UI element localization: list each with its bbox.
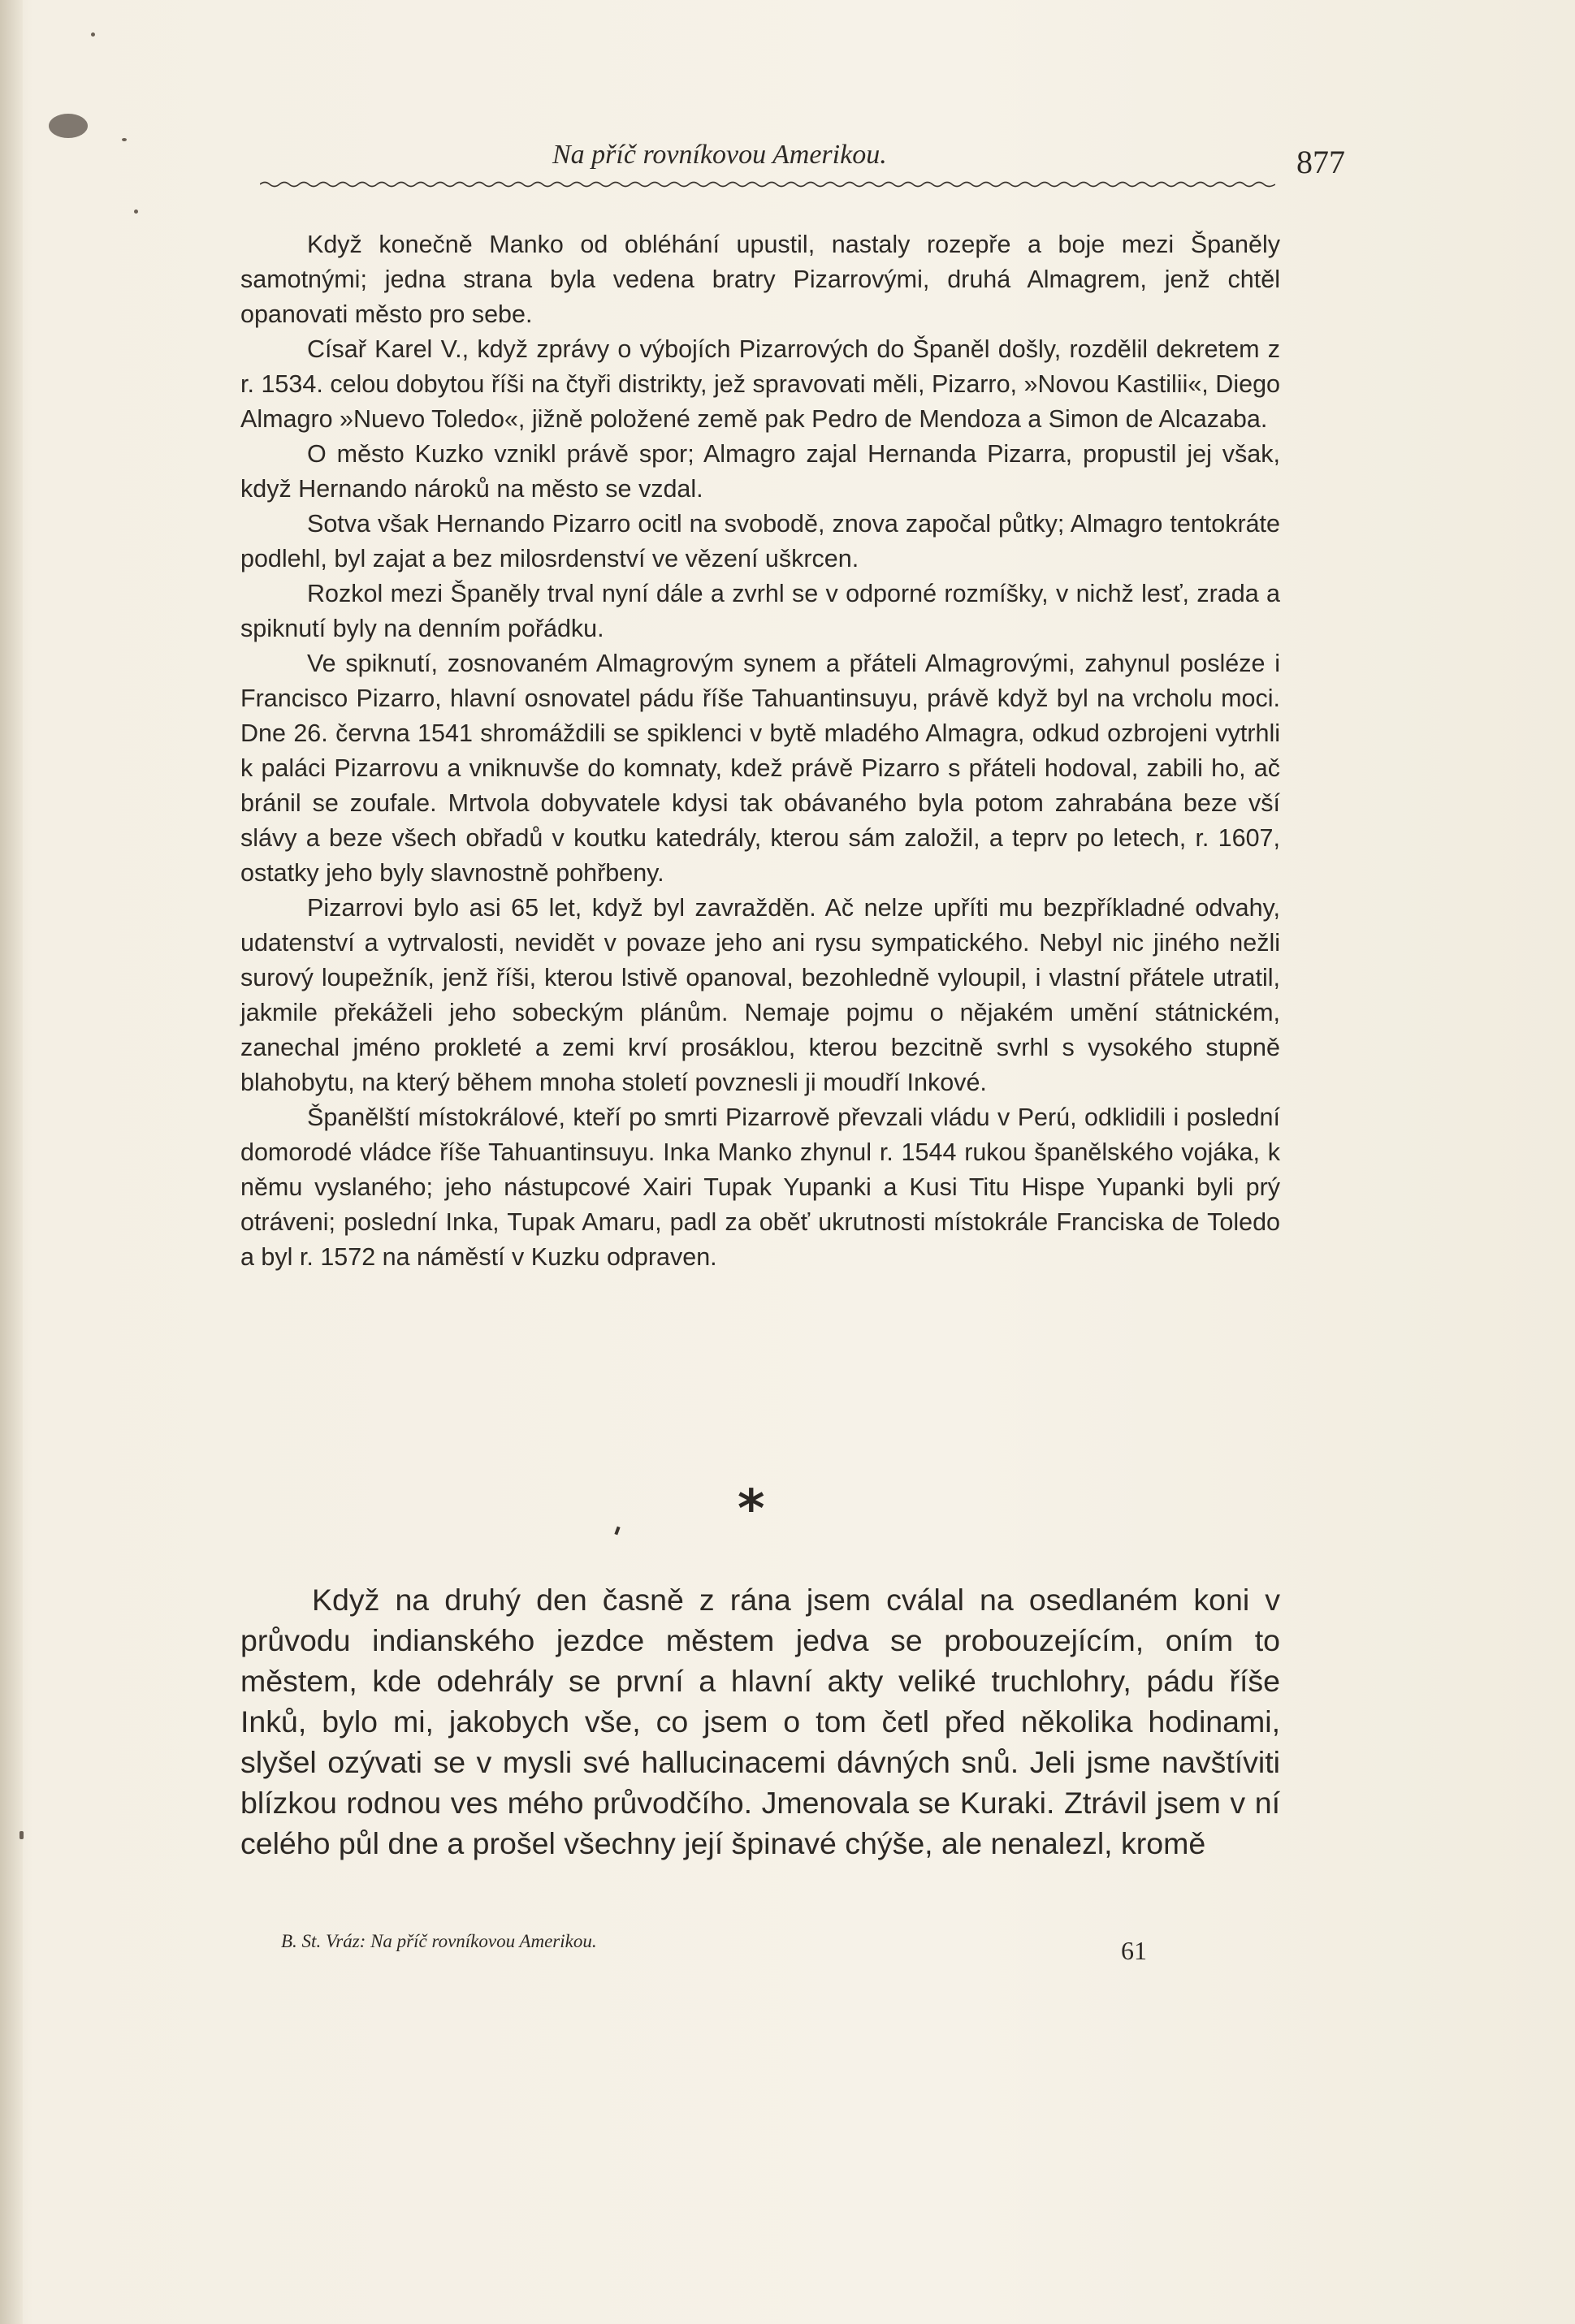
body-text-large [240, 1579, 1280, 1864]
paragraph: Sotva však Hernando Pizarro ocitl na svobodě, znova započal půtky; Almagro tentokráte podlehl, byl zajat a bez milosrdenství ve vězení uškrcen. [240, 510, 1280, 572]
paragraph: Rozkol mezi Španěly trval nyní dále a zvrhl se v odporné rozmíšky, v nichž lesť, zrada a spiknutí byly na denním pořádku. [240, 580, 1280, 642]
binding-edge [0, 0, 23, 2324]
signature-line: B. St. Vráz: Na příč rovníkovou Amerikou. [281, 1931, 597, 1951]
ink-speck [134, 210, 138, 214]
ink-speck [91, 32, 95, 37]
paragraph: Španělští místokrálové, kteří po smrti Pizarrově převzali vládu v Perú, odklidili i poslední domorodé vládce říše Tahuantinsuyu. Inka Manko zhynul r. 1544 rukou španělského vojáka, k němu vyslaného; jeho nástupcové Xairi Tupak Yupanki a Kusi Titu Hispe Yupanki byli prý otráveni; poslední Inka, Tupak Amaru, padl za oběť ukrutnosti místokrále Franciska de Toledo a byl r. 1572 na náměstí v Kuzku odpraven. [240, 1104, 1280, 1271]
header-wavy-rule [260, 180, 1275, 188]
paragraph: O město Kuzko vznikl právě spor; Almagro zajal Hernanda Pizarra, propustil jej však, když Hernando nároků na město se vzdal. [240, 440, 1280, 503]
page-number: 877 [1296, 144, 1345, 180]
paragraph: Císař Karel V., když zprávy o výbojích Pizarrových do Španěl došly, rozdělil dekretem z r. 1534. celou dobytou říši na čtyři distrikty, jež spravovati měli, Pizarro, »Novou Kastilii«, Diego Almagro »Nuevo Toledo«, jižně položené země pak Pedro de Mendoza a Simon de Alcazaba. [240, 335, 1280, 433]
paragraph: Když konečně Manko od obléhání upustil, nastaly rozepře a boje mezi Španěly samotnými; jedna strana byla vedena bratry Pizarrovými, druhá Almagrem, jenž chtěl opanovati město pro sebe. [240, 231, 1280, 328]
body-text-small [240, 227, 1280, 1275]
ink-speck [49, 114, 88, 138]
paragraph: Když na druhý den časně z rána jsem cválal na osedlaném koni v průvodu indianského jezdce městem jedva se probouzejícím, oním to městem, kde odehrály se první a hlavní akty veliké truchlohry, pádu říše Inků, bylo mi, jakobych vše, co jsem o tom četl před několika hodinami, slyšel ozývati se v mysli své hallucinacemi dávných snů. Jeli jsme navštíviti blízkou rodnou ves mého průvodčího. Jmenovala se Kuraki. Ztrávil jsem v ní celého půl dne a prošel všechny její špinavé chýše, ale nenalezl, kromě [240, 1583, 1280, 1860]
sheet-number: 61 [1121, 1936, 1147, 1965]
stray-mark [614, 1527, 620, 1536]
ink-speck [19, 1831, 24, 1839]
paragraph: Ve spiknutí, zosnovaném Almagrovým synem a přáteli Almagrovými, zahynul posléze i Francisco Pizarro, hlavní osnovatel pádu říše Tahuantinsuyu, právě když byl na vrcholu moci. Dne 26. června 1541 shromáždili se spiklenci v bytě mladého Almagra, odkud ozbrojeni vytrhli k paláci Pizarrovu a vniknuvše do komnaty, kdež právě Pizarro s přáteli hodoval, zabili ho, ač bránil se zoufale. Mrtvola dobyvatele kdysi tak obávaného byla potom zahrabána beze vší slávy a beze všech obřadů v koutku katedrály, kterou sám založil, a teprv po letech, r. 1607, ostatky jeho byly slavnostně pohřbeny. [240, 650, 1280, 887]
section-break-asterisk: * [738, 1479, 765, 1540]
paragraph: Pizarrovi bylo asi 65 let, když byl zavražděn. Ač nelze upříti mu bezpříkladné odvahy, udatenství a vytrvalosti, nevidět v povaze jeho ani rysu sympatického. Nebyl nic jiného nežli surový loupežník, jenž říši, kterou lstivě opanoval, bezohledně vyloupil, i vlastní přátele utratil, jakmile překáželi jeho sobeckým plánům. Nemaje pojmu o nějakém umění státnickém, zanechal jméno prokleté a zemi krví prosáklou, kterou bezcitně svrhl s vysokého stupně blahobytu, na který během mnoha století povznesli ji moudří Inkové. [240, 894, 1280, 1096]
ink-speck [122, 138, 127, 141]
running-title: Na příč rovníkovou Amerikou. [552, 140, 887, 170]
